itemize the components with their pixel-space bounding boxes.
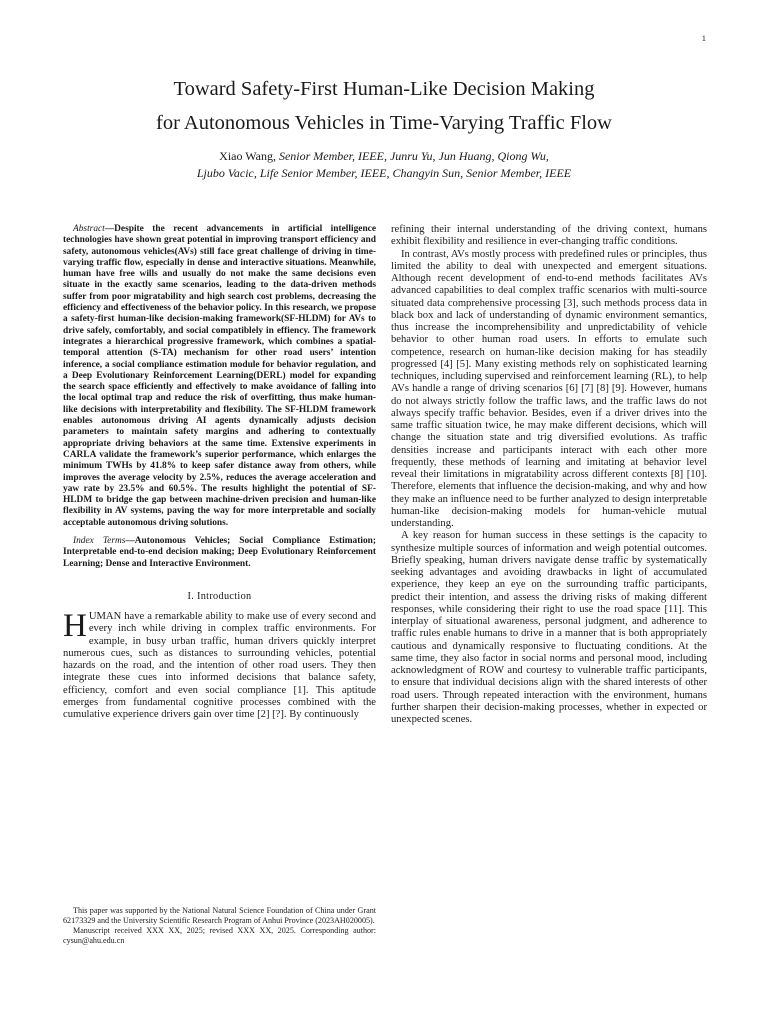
title-line-2: for Autonomous Vehicles in Time-Varying Traffic Flow: [156, 112, 612, 134]
author-line-2: [40, 165, 728, 182]
abstract: [63, 224, 376, 529]
footnote-manuscript: Manuscript received XXX XX, 2025; revised XXX XX, 2025. Corresponding author: cysun@ahu.edu.cn: [63, 926, 376, 945]
page-number: 1: [701, 33, 706, 43]
title-line-1: Toward Safety-First Human-Like Decision Making: [173, 78, 595, 100]
section-heading-introduction: I. Introduction: [187, 590, 252, 602]
abstract-text: —Despite the recent advancements in artificial intelligence technologies have shown great potential in improving transport efficiency and safety, autonomous vehicles(AVs) still face great challenge of driving in time-varying traffic flow, especially in dense and interactive situations. Meanwhile, human have free wills and usually do not make the same decisions even situate in the exactly same scenarios, leading to the data-driven methods suffer from poor migratability and high search cost problems, decreasing the efficiency and effectiveness of the behavior policy. In this research, we propose a safety-first human-like decision-making framework(SF-HLDM) for AVs to drive safely, comfortably, and social compatiblely in effiency. The framework integrates a hierarchical progressive framework, which combines a spatial-temporal attention (S-TA) mechanism for other road users’ intention inference, a social compliance estimation module for behavior regulation, and a Deep Evolutionary Reinforcement Learning(DERL) model for expanding the search space efficiently and effectively to make avoidance of falling into the local optimal trap and reduce the risk of overfitting, thus make human-like decisions with interpretability and flexibility. The SF-HLDM framework enables autonomous driving AI agents dynamically adjusts decision parameters to maintain safety margins and adhering to contextually appropriate driving behaviors at the same time. Extensive experiments in CARLA validate the framework’s superior performance, which enlarges the minimum TWHs by 41.8% to keep safer distance away from others, while improves the average velocity by 2.5%, reduces the average acceleration and yaw rate by 23.5% and 60.5%. The results highlight the potential of SF-HLDM to bridge the gap between machine-driven precision and human-like flexibility in AV systems, paving the way for more interpretable and socially acceptable autonomous driving solutions.: [63, 224, 376, 528]
dropcap-letter: H: [63, 608, 87, 645]
intro-paragraph-text: UMAN have a remarkable ability to make use of every second and every inch while driving in complex traffic environments. For example, in busy urban traffic, human drivers quickly interpret numerous cues, such as distances to surrounding vehicles, potential hazards on the road, and the intention of other road users. They then integrate these cues into informed decisions that balance safety, efficiency, comfort and even social compliance [1]. This aptitude emerges from fundamental cognitive processes combined with the cumulative experience drivers gain over time [2] [?]. By continuously: [63, 611, 376, 721]
right-column: [391, 224, 707, 726]
right-paragraph-1: refining their internal understanding of the driving context, humans exhibit flexibility and resilience in ever-changing traffic conditions.: [391, 224, 707, 248]
index-terms-lead: Index Terms: [73, 536, 126, 547]
abstract-lead: Abstract: [73, 224, 105, 234]
right-paragraph-2: In contrast, AVs mostly process with predefined rules or principles, thus limited the ability to deal with unexpected and emergent situations. Although recent development of end-to-end methods facilitates AVs advanced capabilities to deal complex traffic scenarios with multi-source situated data comprehensive processing [3], such methods process data in black box and lack of understanding of dynamic environment semantics, thus increase the incomprehensibility and unpredictability of vehicle behavior to other human road users. In efforts to emulate such competence, research on human-like decision making for has steadily progressed [4] [5]. Many existing methods rely on sophisticated learning techniques, including supervised and reinforcement learning (RL), to help AVs handle a range of driving scenarios [6] [7] [8] [9]. However, humans do not always strictly follow the traffic laws, and the traffic laws do not always specify traffic behavior. Besides, even if a driver drives into the same traffic situation twice, he may make different decisions, which will change the situation state and trig diversified evolutions. As traffic densities increase and participants interact with each other more frequently, these methods of learning and imitating at behavior level reveal their limitations in migratability across different contexts [8] [10]. Therefore, elements that influence the decision-making, and why and how they make an influence need to be further analyzed to design interpretable human-like decision-making models for human-vehicle mutual understanding.: [391, 248, 707, 529]
paper-title: [40, 72, 728, 140]
right-paragraph-3: A key reason for human success in these settings is the capacity to synthesize multiple sources of information and weigh potential outcomes. Briefly speaking, human drivers navigate dense traffic by systematically seeking advantages and avoiding drawbacks in light of accumulated experience, they keep an eye on the surrounding traffic participants, predict their intention, and assess the driving risks of making different responses, while considering their right to use the road space [11]. This interplay of situational awareness, personal judgment, and adherence to traffic rules enable humans to drive in a manner that is both appropriately cautious and dynamically responsive to fluctuating conditions. At the same time, they also factor in social norms and personal mood, including acknowledgment of ROW and courtesy to vulnerable traffic participants, to ensure that individual decisions align with the shared interests of other road users. Through repeated interaction with the environment, humans further sharpen their decision-making processes, whether in expected or unexpected scenes.: [391, 530, 707, 725]
left-column: [63, 224, 376, 721]
footnotes: [63, 906, 376, 946]
intro-paragraph: [63, 608, 376, 721]
index-terms: [63, 536, 376, 570]
index-terms-text: —Autonomous Vehicles; Social Compliance Estimation; Interpretable end-to-end decision making; Deep Evolutionary Reinforcement Learning; Dense and Interactive Environment.: [63, 536, 376, 569]
author-line-2-text: Ljubo Vacic, Life Senior Member, IEEE, Changyin Sun, Senior Member, IEEE: [196, 165, 572, 180]
first-author-name: Xiao Wang,: [219, 149, 279, 163]
author-line-1-rest: Senior Member, IEEE, Junru Yu, Jun Huang, Qiong Wu,: [278, 149, 549, 163]
author-line-1: [40, 148, 728, 165]
footnote-funding: This paper was supported by the National Natural Science Foundation of China under Grant 62173329 and the University Scientific Research Program of Anhui Province (2023AH020005).: [63, 906, 376, 925]
author-list: [40, 148, 728, 181]
